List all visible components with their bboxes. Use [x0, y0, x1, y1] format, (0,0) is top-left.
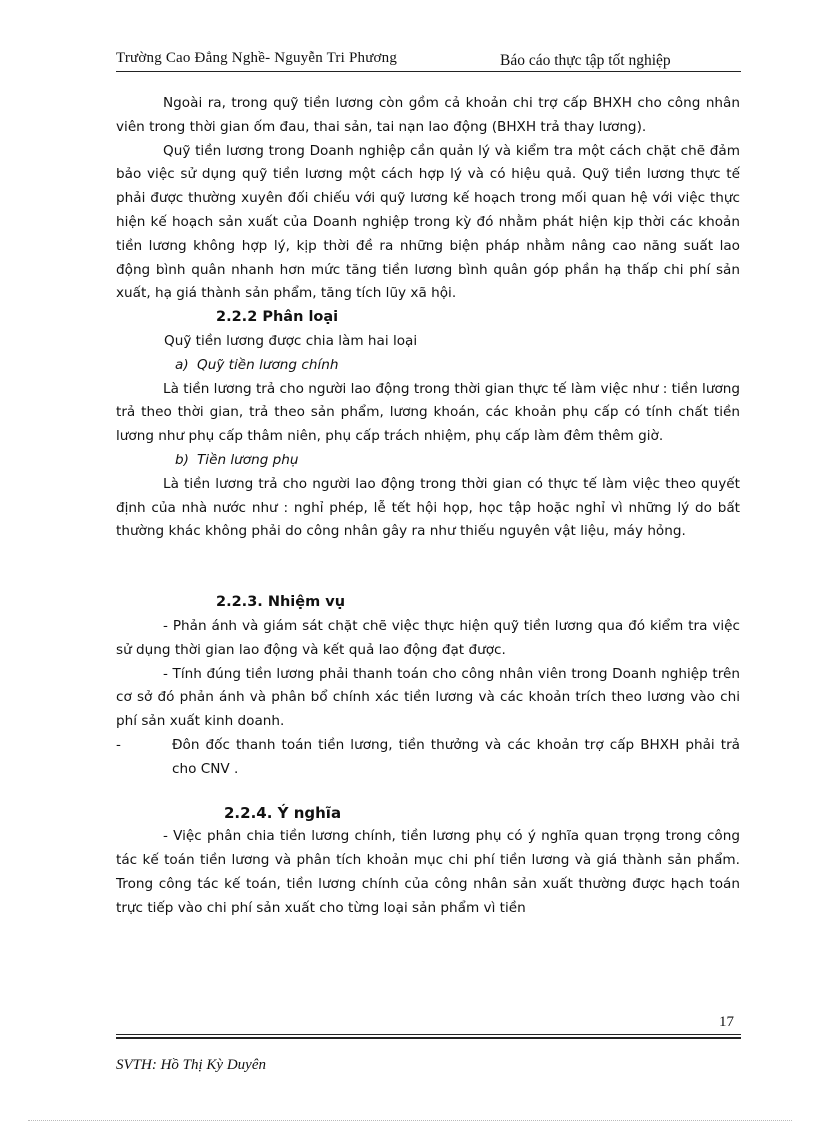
paragraph-quy-tien-luong: Quỹ tiền lương trong Doanh nghiệp cần quản lý và kiểm tra một cách chặt chẽ đảm bảo việc sử dụng quỹ tiền lương một cách hợp lý và có hiệu quả. Quỹ tiền lương thực tế phải được thường xuyên đối chiếu với quỹ lương kế hoạch trong mối quan hệ với việc thực hiện kế hoạch sản xuất của Doanh nghiệp trong kỳ đó nhằm phát hiện kịp thời các khoản tiền lương không hợp lý, kịp thời đề ra những biện pháp nhằm nâng cao năng suất lao động bình quân nhanh hơn mức tăng tiền lương bình quân góp phần hạ thấp chi phí sản xuất, hạ giá thành sản phẩm, tăng tích lũy xã hội. — [116, 142, 740, 302]
heading-2-2-2: 2.2.2 Phân loại — [216, 309, 339, 326]
duty-item-2: - Tính đúng tiền lương phải thanh toán cho công nhân viên trong Doanh nghiệp trên cơ sở đó phản ánh và phân bổ chính xác tiền lương và các khoản trích theo lương vào chi phí sản xuất kinh doanh. — [116, 665, 740, 730]
subheading-b-title: Tiền lương phụ — [197, 451, 299, 468]
duty-item-1: - Phản ánh và giám sát chặt chẽ việc thực hiện quỹ tiền lương qua đó kiểm tra việc sử dụng thời gian lao động và kết quả lao động đạt được. — [116, 617, 740, 658]
duty-item-3 — [116, 734, 740, 782]
heading-2-2-3: 2.2.3. Nhiệm vụ — [216, 594, 346, 611]
page-body — [116, 92, 740, 921]
paragraph-bhxh: Ngoài ra, trong quỹ tiền lương còn gồm cả khoản chi trợ cấp BHXH cho công nhân viên trong thời gian ốm đau, thai sản, tai nạn lao động (BHXH trả thay lương). — [116, 95, 740, 135]
spacer — [116, 782, 740, 802]
page-edge-dots — [28, 1120, 792, 1121]
paragraph-luong-phu: Là tiền lương trả cho người lao động trong thời gian có thực tế làm việc theo quyết định của nhà nước như : nghỉ phép, lễ tết hội họp, học tập hoặc nghỉ vì những lý do bất thường khác không phải do công nhân gây ra như thiếu nguyên vật liệu, máy hỏng. — [116, 475, 740, 540]
paragraph-luong-chinh: Là tiền lương trả cho người lao động trong thời gian thực tế làm việc như : tiền lương trả theo thời gian, trả theo sản phẩm, lương khoán, các khoản phụ cấp có tính chất tiền lương như phụ cấp thâm niên, phụ cấp trách nhiệm, phụ cấp làm đêm thêm giờ. — [116, 380, 740, 445]
footer-author: SVTH: Hồ Thị Kỳ Duyên — [116, 1057, 266, 1073]
subheading-a-letter: a) — [175, 356, 189, 373]
footer-rule-thick — [116, 1037, 741, 1039]
header-school: Trường Cao Đẳng Nghề- Nguyễn Tri Phương — [116, 50, 398, 66]
duty-item-3-text: Đôn đốc thanh toán tiền lương, tiền thưởng và các khoản trợ cấp BHXH phải trả cho CNV . — [172, 736, 740, 777]
header-report-title: Báo cáo thực tập tốt nghiệp — [500, 52, 671, 69]
page-number: 17 — [719, 1014, 734, 1030]
intro-phan-loai: Quỹ tiền lương được chia làm hai loại — [164, 332, 418, 349]
subheading-b — [116, 449, 740, 473]
heading-2-2-4: 2.2.4. Ý nghĩa — [224, 803, 342, 822]
duty-item-3-dash: - — [116, 736, 121, 753]
subheading-b-letter: b) — [175, 451, 189, 468]
subheading-a — [116, 354, 740, 378]
subheading-a-title: Quỹ tiền lương chính — [197, 356, 339, 373]
meaning-paragraph: - Việc phân chia tiền lương chính, tiền lương phụ có ý nghĩa quan trọng trong công tác kế toán tiền lương và phân tích khoản mục chi phí tiền lương và giá thành sản phẩm. Trong công tác kế toán, tiền lương chính của công nhân sản xuất thường được hạch toán trực tiếp vào chi phí sản xuất cho từng loại sản phẩm vì tiền — [116, 828, 740, 916]
header-rule — [116, 71, 741, 72]
footer-rule-thin — [116, 1034, 741, 1035]
spacer — [116, 544, 740, 591]
